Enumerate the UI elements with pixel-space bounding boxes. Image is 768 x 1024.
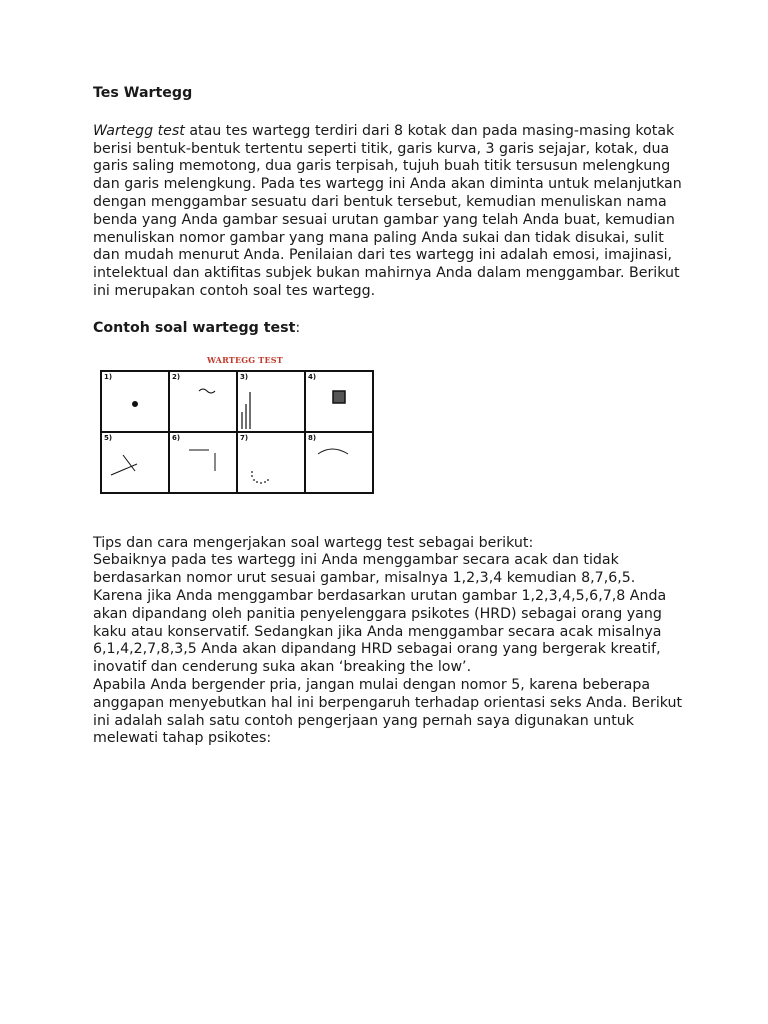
stimulus-cross-line-a bbox=[111, 464, 137, 475]
cell-label-6: 6) bbox=[172, 433, 181, 442]
cell-label-8: 8) bbox=[308, 433, 317, 442]
cell-label-1: 1) bbox=[104, 372, 113, 381]
intro-italic-term: Wartegg test bbox=[93, 122, 185, 139]
stimulus-dotted-curve bbox=[251, 471, 269, 484]
example-heading bbox=[93, 320, 685, 338]
stimulus-wave bbox=[199, 389, 215, 393]
intro-text: atau tes wartegg terdiri dari 8 kotak dan pada masing-masing kotak berisi bentuk-bentuk tertentu seperti titik, garis kurva, 3 garis sejajar, kotak, dua garis saling memotong, dua garis terpisah, tujuh buah titik tersusun melengkung dan garis melengkung. Pada tes wartegg ini Anda akan diminta untuk melanjutkan dengan menggambar sesuatu dari bentuk tersebut, kemudian menuliskan nama benda yang Anda gambar sesuai urutan gambar yang telah Anda buat, kemudian menuliskan nomor gambar yang mana paling Anda sukai dan tidak disukai, sulit dan mudah menurut Anda. Penilaian dari tes wartegg ini adalah emosi, imajinasi, intelektual dan aktifitas subjek bukan mahirnya Anda dalam menggambar. Berikut ini merupakan contoh soal tes wartegg. bbox=[93, 122, 682, 299]
cell-label-4: 4) bbox=[308, 372, 317, 381]
wartegg-figure bbox=[97, 355, 379, 497]
intro-paragraph bbox=[93, 123, 685, 301]
cell-label-5: 5) bbox=[104, 433, 113, 442]
stimulus-dot bbox=[132, 401, 138, 407]
cell-label-3: 3) bbox=[240, 372, 249, 381]
tips-paragraph-2: Apabila Anda bergender pria, jangan mulai dengan nomor 5, karena beberapa anggapan menyebutkan hal ini berpengaruh terhadap orientasi seks Anda. Berikut ini adalah salah satu contoh pengerjaan yang pernah saya digunakan untuk melewati tahap psikotes: bbox=[93, 676, 683, 747]
tips-paragraph-1: Sebaiknya pada tes wartegg ini Anda menggambar secara acak dan tidak berdasarkan nomor urut sesuai gambar, misalnya 1,2,3,4 kemudian 8,7,6,5. Karena jika Anda menggambar berdasarkan urutan gambar 1,2,3,4,5,6,7,8 Anda akan dipandang oleh panitia penyelenggara psikotes (HRD) sebagai orang yang kaku atau konservatif. Sedangkan jika Anda menggambar secara acak misalnya 6,1,4,2,7,8,3,5 Anda akan dipandang HRD sebagai orang yang bergerak kreatif, inovatif dan cenderung suka akan ‘breaking the low’. bbox=[93, 552, 667, 676]
example-heading-text: Contoh soal wartegg test bbox=[93, 319, 296, 336]
cell-label-7: 7) bbox=[240, 433, 249, 442]
example-heading-colon: : bbox=[295, 319, 301, 336]
cell-label-2: 2) bbox=[172, 372, 181, 381]
stimulus-arc bbox=[318, 449, 348, 454]
stimulus-square bbox=[333, 391, 345, 403]
wartegg-grid bbox=[97, 367, 379, 497]
document-title: Tes Wartegg bbox=[93, 85, 193, 101]
stimulus-cross-line-b bbox=[123, 455, 135, 471]
figure-title: WARTEGG TEST bbox=[207, 354, 283, 365]
document-body bbox=[93, 85, 685, 748]
tips-heading: Tips dan cara mengerjakan soal wartegg test sebagai berikut: bbox=[93, 534, 534, 551]
